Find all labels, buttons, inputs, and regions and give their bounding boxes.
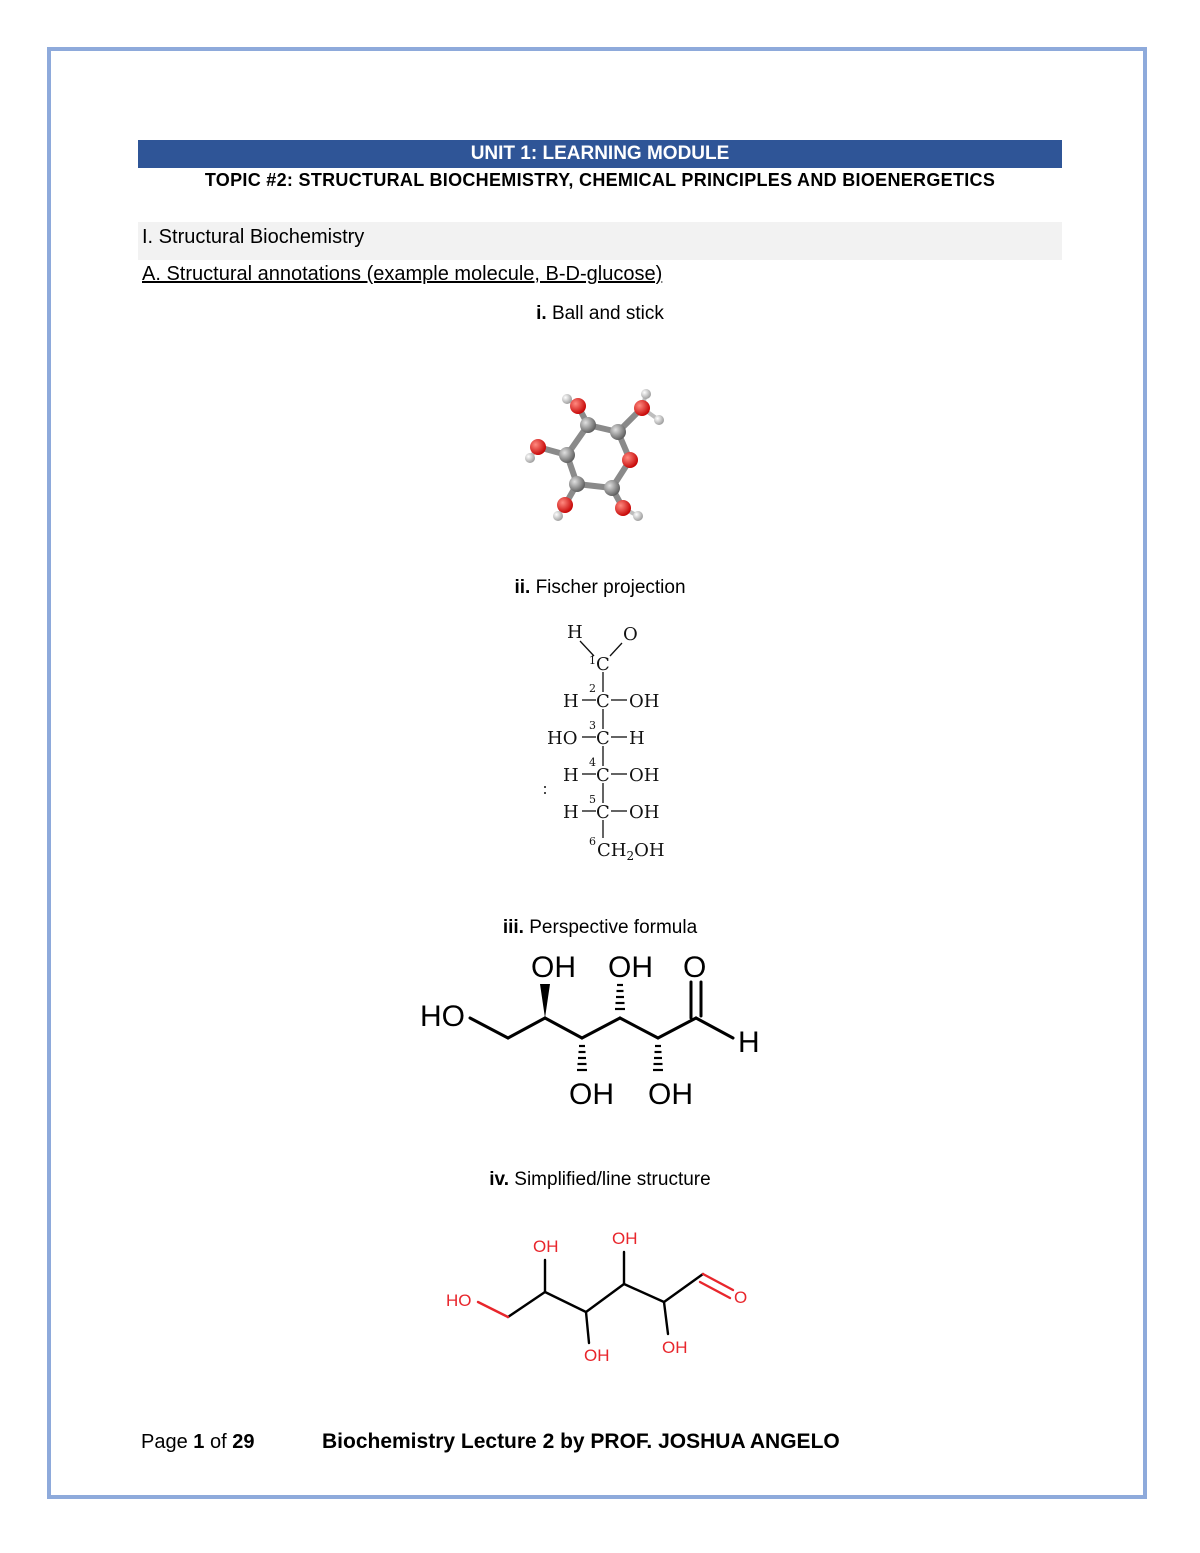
caption-numeral: i. xyxy=(536,303,547,324)
fischer-c5-left: H xyxy=(563,802,579,823)
fischer-c3-right: H xyxy=(629,728,645,749)
perspective-formula xyxy=(410,945,790,1115)
line-oh-top-2: OH xyxy=(612,1229,638,1248)
line-oh-bottom-2: OH xyxy=(662,1338,688,1357)
caption-text: Ball and stick xyxy=(551,303,664,324)
fischer-c4: C xyxy=(596,765,610,786)
caption-ball-and-stick xyxy=(138,303,1062,325)
hashed-bonds xyxy=(577,985,663,1070)
fischer-projection xyxy=(530,615,690,865)
caption-perspective-formula xyxy=(138,917,1062,939)
caption-numeral: ii. xyxy=(514,577,531,598)
perspective-oh-top-1: OH xyxy=(531,951,576,984)
subsection-title: A. Structural annotations (example molecule, B-D-glucose) xyxy=(142,263,663,285)
fischer-c6-number: 6 xyxy=(589,835,596,848)
wedge-bond xyxy=(540,984,550,1018)
line-ho-left: HO xyxy=(446,1291,472,1310)
perspective-oh-bottom-2: OH xyxy=(648,1078,693,1111)
caption-text: Fischer projection xyxy=(535,577,686,598)
perspective-oh-bottom-1: OH xyxy=(569,1078,614,1111)
perspective-ho-left: HO xyxy=(420,1000,465,1033)
section-title: I. Structural Biochemistry xyxy=(142,226,365,248)
caption-line-structure xyxy=(138,1169,1062,1191)
line-structure xyxy=(440,1225,760,1370)
fischer-c4-right: OH xyxy=(629,765,660,786)
fischer-c1: C xyxy=(596,654,610,675)
fischer-c4-number: 4 xyxy=(589,756,596,769)
fischer-c5-right: OH xyxy=(629,802,660,823)
fischer-c3: C xyxy=(596,728,610,749)
line-oh-top-1: OH xyxy=(533,1237,559,1256)
fischer-c3-number: 3 xyxy=(589,719,596,732)
line-o-right: O xyxy=(734,1288,748,1307)
caption-fischer-projection xyxy=(138,577,1062,599)
fischer-c4-left: H xyxy=(563,765,579,786)
page-number: Page 1 of 29 xyxy=(141,1431,255,1453)
line-oh-bottom-1: OH xyxy=(584,1346,610,1365)
fischer-c5: C xyxy=(596,802,610,823)
perspective-oh-top-2: OH xyxy=(608,951,653,984)
caption-text: Perspective formula xyxy=(529,917,698,938)
footer-title: Biochemistry Lecture 2 by PROF. JOSHUA ANGELO xyxy=(322,1430,840,1453)
fischer-c6: $CH_2OH$ xyxy=(597,840,665,863)
perspective-h-right: H xyxy=(738,1026,760,1059)
perspective-o-top: O xyxy=(683,951,707,984)
fischer-c2-number: 2 xyxy=(589,682,596,695)
caption-numeral: iv. xyxy=(489,1169,509,1190)
caption-numeral: iii. xyxy=(502,917,524,938)
caption-text: Simplified/line structure xyxy=(514,1169,711,1190)
unit-banner: UNIT 1: LEARNING MODULE xyxy=(138,140,1062,168)
fischer-h-top: H xyxy=(567,622,583,643)
fischer-c1-number: 1 xyxy=(589,654,596,667)
ball-and-stick-model xyxy=(500,380,700,530)
fischer-c3-left: HO xyxy=(547,728,578,749)
fischer-c2: C xyxy=(596,691,610,712)
topic-heading: TOPIC #2: STRUCTURAL BIOCHEMISTRY, CHEMICAL PRINCIPLES AND BIOENERGETICS xyxy=(204,170,996,190)
fischer-c2-right: OH xyxy=(629,691,660,712)
fischer-o-top: O xyxy=(623,624,638,645)
fischer-c2-left: H xyxy=(563,691,579,712)
fischer-c5-number: 5 xyxy=(589,793,596,806)
